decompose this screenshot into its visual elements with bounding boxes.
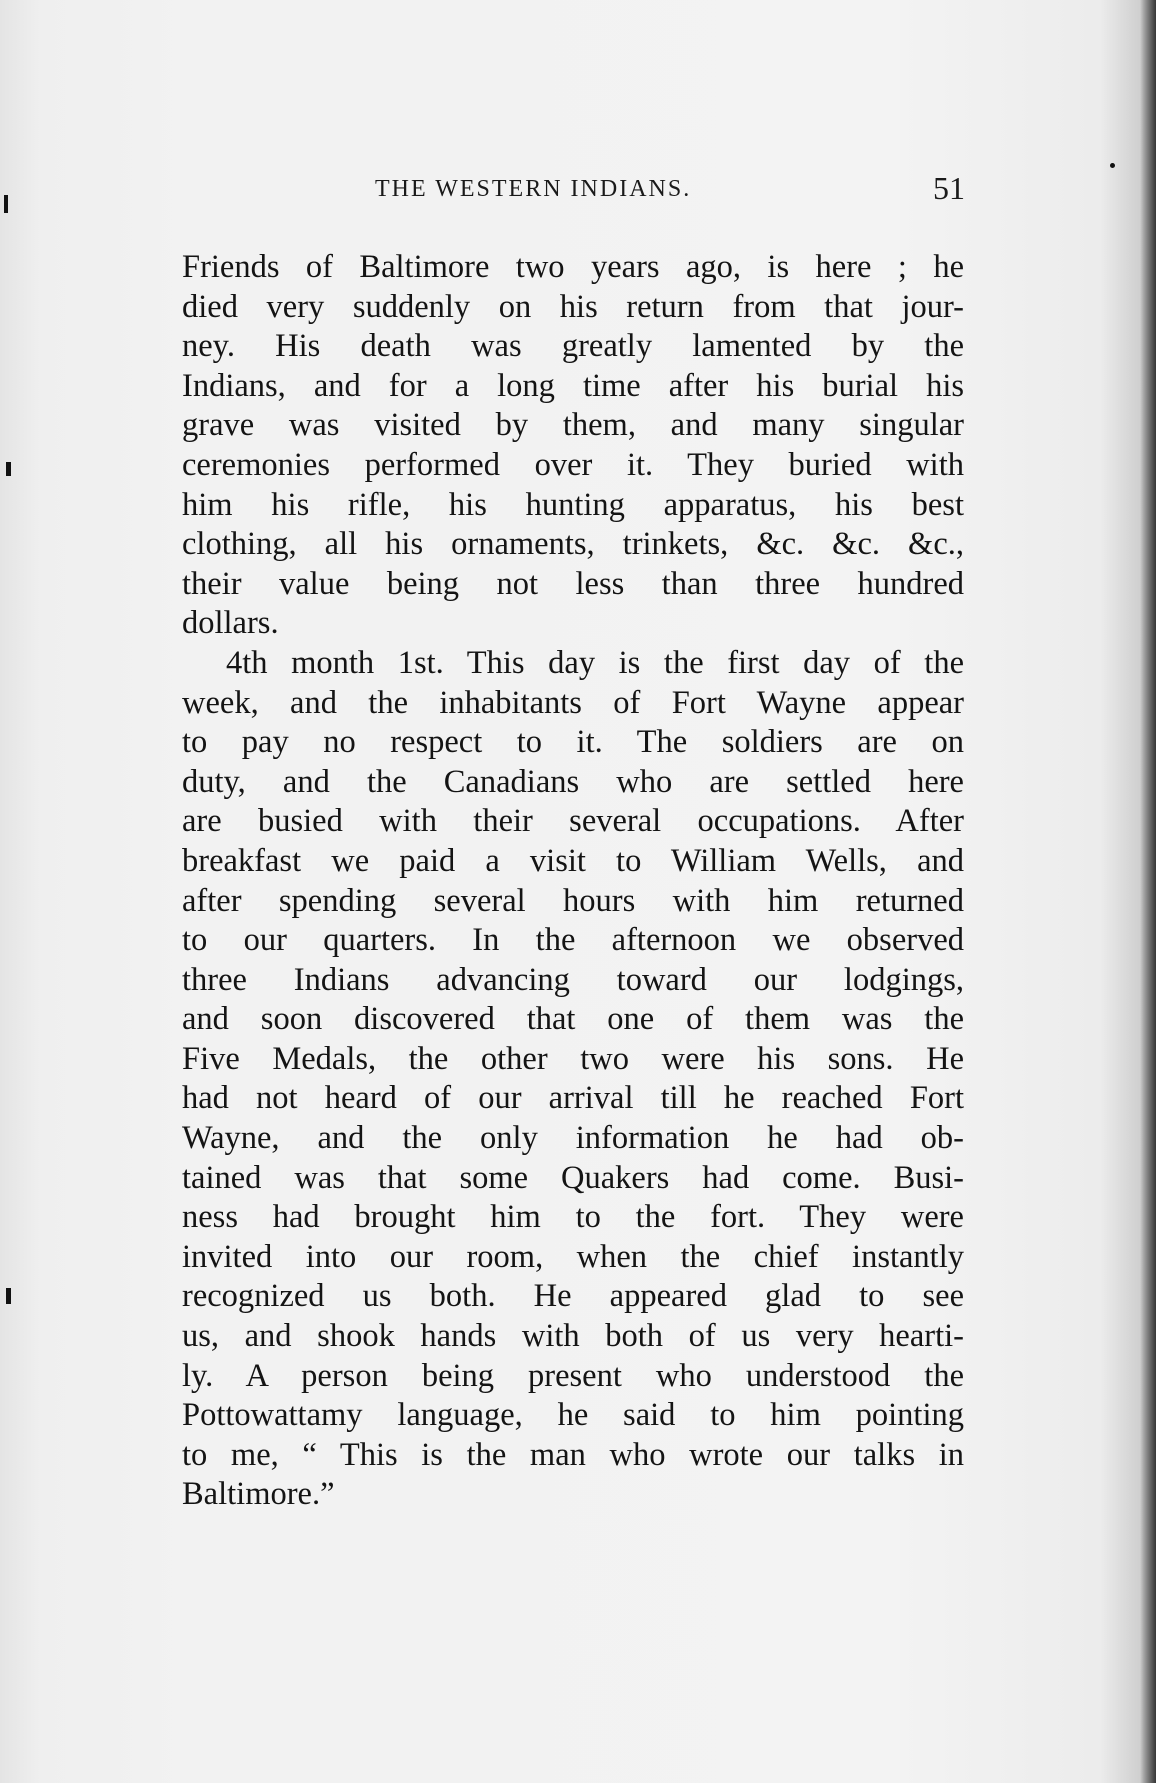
- text-line: week, and the inhabitants of Fort Wayne appear: [182, 684, 964, 721]
- text-line: had not heard of our arrival till he reached Fort: [182, 1080, 964, 1117]
- text-line: to me, “ This is the man who wrote our talks in: [182, 1436, 964, 1473]
- text-line: are busied with their several occupations. After: [182, 803, 964, 840]
- margin-mark: [6, 462, 11, 476]
- text-line: 4th month 1st. This day is the first day of the: [226, 644, 964, 681]
- text-line: ly. A person being present who understood the: [182, 1357, 964, 1394]
- text-line: after spending several hours with him returned: [182, 882, 964, 919]
- paragraph: [182, 248, 964, 644]
- margin-mark: [1110, 163, 1115, 168]
- margin-mark: [6, 1288, 11, 1304]
- text-line: us, and shook hands with both of us very hearti-: [182, 1318, 964, 1355]
- text-line: Wayne, and the only information he had ob-: [182, 1120, 964, 1157]
- page-number: 51: [933, 170, 965, 206]
- text-line: ney. His death was greatly lamented by the: [182, 328, 964, 365]
- text-line: him his rifle, his hunting apparatus, his best: [182, 486, 964, 523]
- text-line: Baltimore.”: [182, 1476, 335, 1513]
- body-text: [182, 248, 964, 1515]
- paragraph: [182, 644, 964, 1515]
- spine-shadow: [1140, 0, 1156, 1783]
- text-line: three Indians advancing toward our lodgings,: [182, 961, 964, 998]
- running-title: THE WESTERN INDIANS.: [375, 176, 692, 202]
- text-line: grave was visited by them, and many singular: [182, 407, 964, 444]
- text-line: breakfast we paid a visit to William Wells, and: [182, 842, 964, 879]
- running-head: [180, 170, 965, 210]
- text-line: dollars.: [182, 605, 279, 642]
- text-line: their value being not less than three hundred: [182, 565, 964, 602]
- text-line: Friends of Baltimore two years ago, is here ; he: [182, 249, 964, 285]
- text-line: Five Medals, the other two were his sons. He: [182, 1040, 964, 1077]
- text-line: recognized us both. He appeared glad to see: [182, 1278, 964, 1315]
- text-line: ceremonies performed over it. They buried with: [182, 446, 964, 483]
- text-line: to pay no respect to it. The soldiers are on: [182, 724, 964, 761]
- text-line: invited into our room, when the chief instantly: [182, 1238, 964, 1275]
- text-line: ness had brought him to the fort. They were: [182, 1199, 964, 1236]
- text-line: Pottowattamy language, he said to him pointing: [182, 1397, 964, 1434]
- text-line: duty, and the Canadians who are settled here: [182, 763, 964, 800]
- text-line: tained was that some Quakers had come. Busi-: [182, 1159, 964, 1196]
- text-line: and soon discovered that one of them was the: [182, 1001, 964, 1038]
- text-line: died very suddenly on his return from that jour-: [182, 288, 964, 325]
- margin-mark: [4, 195, 8, 213]
- text-line: clothing, all his ornaments, trinkets, &c. &c. &c.,: [182, 526, 964, 563]
- text-line: to our quarters. In the afternoon we observed: [182, 922, 964, 959]
- text-line: Indians, and for a long time after his burial his: [182, 367, 964, 404]
